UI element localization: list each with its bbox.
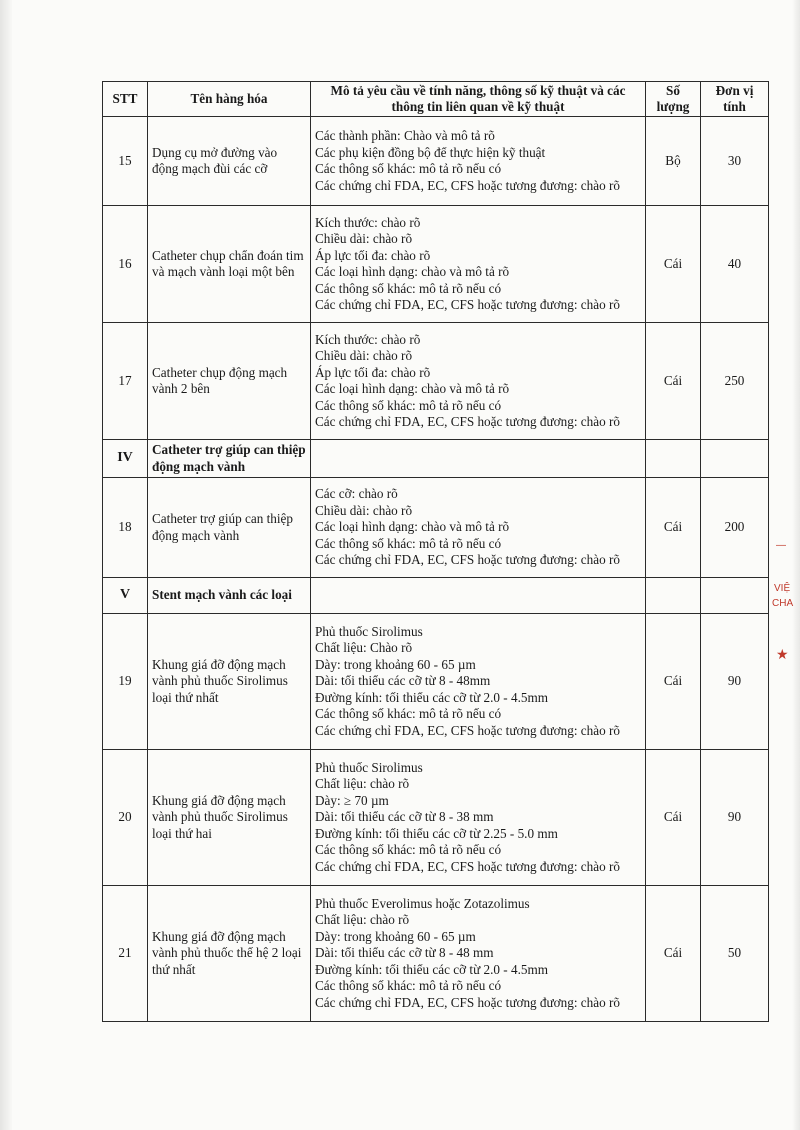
row-unit <box>701 578 769 614</box>
row-quantity: Bộ <box>646 117 701 206</box>
row-description <box>311 117 646 206</box>
description-line: Đường kính: tối thiểu các cỡ từ 2.25 - 5.0 mm <box>315 825 558 841</box>
row-unit <box>701 440 769 478</box>
row-item-name: Khung giá đỡ động mạch vành phủ thuốc Sirolimus loại thứ nhất <box>148 614 311 750</box>
header-stt: STT <box>103 82 148 117</box>
description-line: Chiều dài: chào rõ <box>315 502 413 518</box>
row-quantity <box>646 578 701 614</box>
row-quantity: Cái <box>646 886 701 1022</box>
scan-edge-left <box>0 0 12 1130</box>
row-quantity: Cái <box>646 206 701 323</box>
description-line: Dày: trong khoảng 60 - 65 µm <box>315 928 476 944</box>
description-line: Các chứng chỉ FDA, EC, CFS hoặc tương đương: chào rõ <box>315 177 620 193</box>
row-item-name: Khung giá đỡ động mạch vành phủ thuốc thế hệ 2 loại thứ nhất <box>148 886 311 1022</box>
row-quantity: Cái <box>646 750 701 886</box>
description-line: Các chứng chỉ FDA, EC, CFS hoặc tương đương: chào rõ <box>315 552 620 568</box>
row-item-name: Stent mạch vành các loại <box>148 578 311 614</box>
description-line: Các loại hình dạng: chào và mô tả rõ <box>315 381 510 396</box>
description-line: Các chứng chỉ FDA, EC, CFS hoặc tương đương: chào rõ <box>315 858 620 874</box>
row-quantity: Cái <box>646 614 701 750</box>
table-row <box>103 117 769 206</box>
description-line: Các thông số khác: mô tả rõ nếu có <box>315 842 502 858</box>
description-line: Các thông số khác: mô tả rõ nếu có <box>315 535 502 551</box>
row-unit: 40 <box>701 206 769 323</box>
description-line: Phủ thuốc Everolimus hoặc Zotazolimus <box>315 895 530 911</box>
description-line: Dài: tối thiểu các cỡ từ 8 - 48mm <box>315 673 491 689</box>
row-stt: 19 <box>103 614 148 750</box>
description-line: Các thông số khác: mô tả rõ nếu có <box>315 978 502 994</box>
description-line: Các thông số khác: mô tả rõ nếu có <box>315 397 502 413</box>
description-line: Các chứng chỉ FDA, EC, CFS hoặc tương đương: chào rõ <box>315 994 620 1010</box>
description-line: Các thành phần: Chào và mô tả rõ <box>315 128 495 143</box>
description-line: Đường kính: tối thiểu các cỡ từ 2.0 - 4.5mm <box>315 689 548 705</box>
description-line: Các chứng chỉ FDA, EC, CFS hoặc tương đương: chào rõ <box>315 414 620 429</box>
row-description <box>311 750 646 886</box>
row-quantity <box>646 440 701 478</box>
description-line: Kích thước: chào rõ <box>315 331 421 347</box>
row-stt: 17 <box>103 323 148 440</box>
margin-stamp-text-2: CHA <box>772 598 794 609</box>
row-item-name: Catheter chụp chẩn đoán tim và mạch vành loại một bên <box>148 206 311 323</box>
description-line: Chất liệu: Chào rõ <box>315 640 413 656</box>
table-row <box>103 750 769 886</box>
description-line: Chất liệu: chào rõ <box>315 776 410 792</box>
row-quantity: Cái <box>646 323 701 440</box>
table-group-row <box>103 578 769 614</box>
row-unit: 30 <box>701 117 769 206</box>
row-unit: 90 <box>701 750 769 886</box>
header-name: Tên hàng hóa <box>148 82 311 117</box>
row-item-name: Catheter trợ giúp can thiệp động mạch vành <box>148 440 311 478</box>
row-stt: 15 <box>103 117 148 206</box>
row-stt: 18 <box>103 478 148 578</box>
description-line: Phủ thuốc Sirolimus <box>315 759 423 775</box>
row-stt: 16 <box>103 206 148 323</box>
row-description <box>311 578 646 614</box>
row-item-name: Catheter chụp động mạch vành 2 bên <box>148 323 311 440</box>
description-line: Dài: tối thiểu các cỡ từ 8 - 38 mm <box>315 809 494 825</box>
table-body <box>103 117 769 1022</box>
row-description <box>311 323 646 440</box>
table-header-row <box>103 82 769 117</box>
row-item-name: Dụng cụ mở đường vào động mạch đùi các cỡ <box>148 117 311 206</box>
description-line: Các thông số khác: mô tả rõ nếu có <box>315 280 502 296</box>
margin-stamp-text-1: VIỆ <box>774 583 791 594</box>
row-stt: 20 <box>103 750 148 886</box>
row-description <box>311 886 646 1022</box>
description-line: Dày: trong khoảng 60 - 65 µm <box>315 656 476 672</box>
description-line: Các chứng chỉ FDA, EC, CFS hoặc tương đương: chào rõ <box>315 297 620 312</box>
header-description: Mô tả yêu cầu về tính năng, thông số kỹ thuật và các thông tin liên quan về kỹ thuật <box>311 82 646 117</box>
description-line: Phủ thuốc Sirolimus <box>315 623 423 639</box>
description-line: Các phụ kiện đồng bộ để thực hiện kỹ thuật <box>315 144 546 160</box>
row-unit: 90 <box>701 614 769 750</box>
table-group-row <box>103 440 769 478</box>
row-unit: 50 <box>701 886 769 1022</box>
description-line: Kích thước: chào rõ <box>315 214 421 230</box>
row-unit: 200 <box>701 478 769 578</box>
scan-edge-right <box>792 0 800 1130</box>
description-line: Các cỡ: chào rõ <box>315 486 398 502</box>
margin-stamp-star-icon: ★ <box>776 646 789 662</box>
row-item-name: Khung giá đỡ động mạch vành phủ thuốc Sirolimus loại thứ hai <box>148 750 311 886</box>
row-description <box>311 206 646 323</box>
header-quantity: Số lượng <box>646 82 701 117</box>
description-line: Chất liệu: chào rõ <box>315 912 410 928</box>
description-line: Các loại hình dạng: chào và mô tả rõ <box>315 519 510 535</box>
specification-table <box>102 81 769 1022</box>
description-line: Các thông số khác: mô tả rõ nếu có <box>315 706 502 722</box>
table-row <box>103 323 769 440</box>
row-description <box>311 614 646 750</box>
description-line: Chiều dài: chào rõ <box>315 348 413 363</box>
row-description <box>311 440 646 478</box>
row-quantity: Cái <box>646 478 701 578</box>
description-line: Các loại hình dạng: chào và mô tả rõ <box>315 264 510 279</box>
table-row <box>103 614 769 750</box>
table-row <box>103 206 769 323</box>
row-unit: 250 <box>701 323 769 440</box>
table-row <box>103 478 769 578</box>
description-line: Đường kính: tối thiểu các cỡ từ 2.0 - 4.5mm <box>315 961 548 977</box>
description-line: Dài: tối thiểu các cỡ từ 8 - 48 mm <box>315 945 494 961</box>
description-line: Các thông số khác: mô tả rõ nếu có <box>315 161 502 176</box>
description-line: Dày: ≥ 70 µm <box>315 792 389 808</box>
description-line: Các chứng chỉ FDA, EC, CFS hoặc tương đương: chào rõ <box>315 722 620 738</box>
description-line: Áp lực tối đa: chào rõ <box>315 247 431 263</box>
description-line: Chiều dài: chào rõ <box>315 231 413 246</box>
row-description <box>311 478 646 578</box>
row-item-name: Catheter trợ giúp can thiệp động mạch vành <box>148 478 311 578</box>
row-stt: V <box>103 578 148 614</box>
table-row <box>103 886 769 1022</box>
row-stt: 21 <box>103 886 148 1022</box>
row-stt: IV <box>103 440 148 478</box>
header-unit: Đơn vị tính <box>701 82 769 117</box>
description-line: Áp lực tối đa: chào rõ <box>315 364 431 380</box>
margin-stamp-line: — <box>776 540 786 551</box>
